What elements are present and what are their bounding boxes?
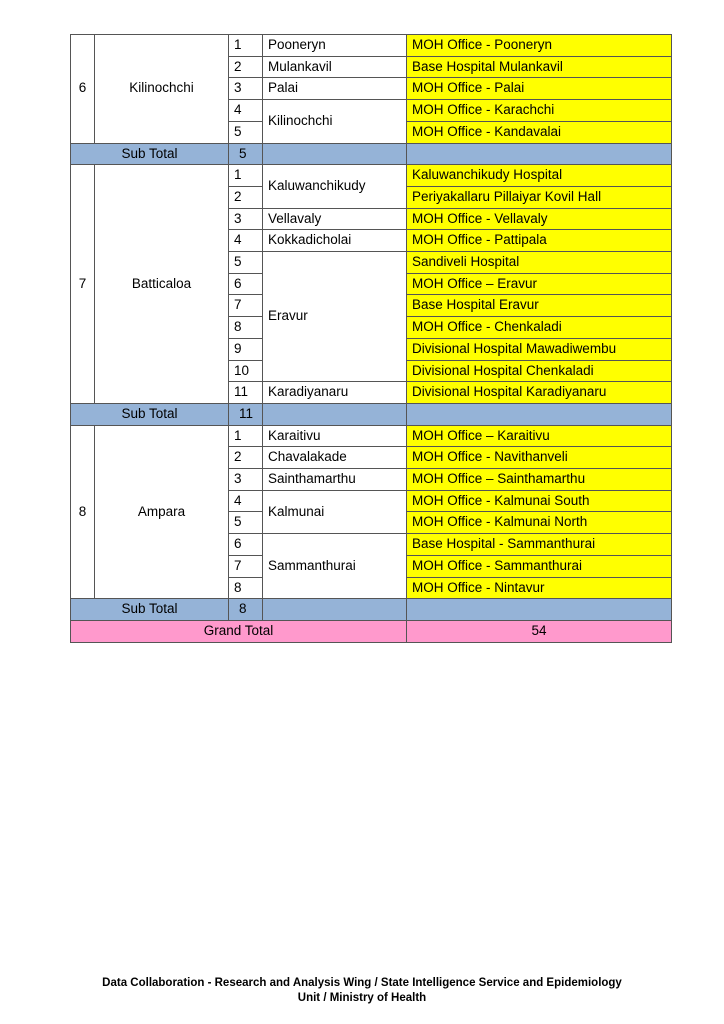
vaccination-site: MOH Office - Kandavalai [407,121,672,143]
subtotal-empty-cell [407,143,672,165]
site-index: 3 [229,78,263,100]
grand-total-row [71,620,672,642]
site-index: 5 [229,252,263,274]
site-index: 3 [229,469,263,491]
district-name: Kilinochchi [95,35,229,144]
site-index: 1 [229,425,263,447]
vaccination-site: MOH Office - Pattipala [407,230,672,252]
vaccination-site: Divisional Hospital Mawadiwembu [407,338,672,360]
vaccination-site: MOH Office - Sammanthurai [407,555,672,577]
subtotal-row [71,143,672,165]
vaccination-site: MOH Office - Pooneryn [407,35,672,57]
table-row [71,425,672,447]
moh-area: Chavalakade [263,447,407,469]
vaccination-site: MOH Office – Eravur [407,273,672,295]
site-index: 8 [229,317,263,339]
subtotal-label: Sub Total [71,143,229,165]
vaccination-site: MOH Office - Kalmunai North [407,512,672,534]
site-index: 2 [229,186,263,208]
site-index: 6 [229,534,263,556]
vaccination-sites-table [70,34,672,643]
vaccination-site: MOH Office - Palai [407,78,672,100]
district-name: Batticaloa [95,165,229,404]
grand-total-value: 54 [407,620,672,642]
vaccination-site: MOH Office - Kalmunai South [407,490,672,512]
vaccination-site: MOH Office - Navithanveli [407,447,672,469]
vaccination-site: Base Hospital - Sammanthurai [407,534,672,556]
subtotal-empty-cell [263,403,407,425]
site-index: 11 [229,382,263,404]
moh-area: Vellavaly [263,208,407,230]
subtotal-count: 11 [229,403,263,425]
site-index: 1 [229,35,263,57]
subtotal-empty-cell [407,599,672,621]
moh-area: Karadiyanaru [263,382,407,404]
district-number: 8 [71,425,95,599]
table-row [71,35,672,57]
vaccination-site: Divisional Hospital Karadiyanaru [407,382,672,404]
site-index: 4 [229,490,263,512]
grand-total-label: Grand Total [71,620,407,642]
moh-area: Mulankavil [263,56,407,78]
district-number: 6 [71,35,95,144]
moh-area: Sammanthurai [263,534,407,599]
moh-area: Sainthamarthu [263,469,407,491]
subtotal-label: Sub Total [71,403,229,425]
page-footer [0,976,724,1006]
moh-area: Kokkadicholai [263,230,407,252]
subtotal-row [71,599,672,621]
vaccination-site: Base Hospital Mulankavil [407,56,672,78]
subtotal-empty-cell [407,403,672,425]
subtotal-empty-cell [263,599,407,621]
site-index: 4 [229,100,263,122]
moh-area: Pooneryn [263,35,407,57]
site-index: 1 [229,165,263,187]
site-index: 10 [229,360,263,382]
vaccination-site: MOH Office – Karaitivu [407,425,672,447]
subtotal-count: 5 [229,143,263,165]
site-index: 9 [229,338,263,360]
subtotal-row [71,403,672,425]
site-index: 2 [229,56,263,78]
table-row [71,165,672,187]
site-index: 7 [229,295,263,317]
footer-line-2: Unit / Ministry of Health [297,992,427,1004]
subtotal-count: 8 [229,599,263,621]
vaccination-site: MOH Office - Vellavaly [407,208,672,230]
vaccination-site: Base Hospital Eravur [407,295,672,317]
site-index: 8 [229,577,263,599]
moh-area: Karaitivu [263,425,407,447]
site-index: 2 [229,447,263,469]
district-number: 7 [71,165,95,404]
vaccination-site: MOH Office – Sainthamarthu [407,469,672,491]
vaccination-site: Divisional Hospital Chenkaladi [407,360,672,382]
site-index: 6 [229,273,263,295]
vaccination-site: MOH Office - Karachchi [407,100,672,122]
moh-area: Kalmunai [263,490,407,533]
subtotal-label: Sub Total [71,599,229,621]
vaccination-site: MOH Office - Chenkaladi [407,317,672,339]
district-name: Ampara [95,425,229,599]
site-index: 5 [229,121,263,143]
footer-line-1: Data Collaboration - Research and Analysis Wing / State Intelligence Service and Epidemiology [102,977,622,989]
site-index: 4 [229,230,263,252]
vaccination-site: Sandiveli Hospital [407,252,672,274]
moh-area: Palai [263,78,407,100]
site-index: 3 [229,208,263,230]
moh-area: Kaluwanchikudy [263,165,407,208]
site-index: 7 [229,555,263,577]
moh-area: Eravur [263,252,407,382]
site-index: 5 [229,512,263,534]
vaccination-site: Periyakallaru Pillaiyar Kovil Hall [407,186,672,208]
table-body [71,35,672,643]
subtotal-empty-cell [263,143,407,165]
vaccination-site: Kaluwanchikudy Hospital [407,165,672,187]
moh-area: Kilinochchi [263,100,407,143]
vaccination-site: MOH Office - Nintavur [407,577,672,599]
